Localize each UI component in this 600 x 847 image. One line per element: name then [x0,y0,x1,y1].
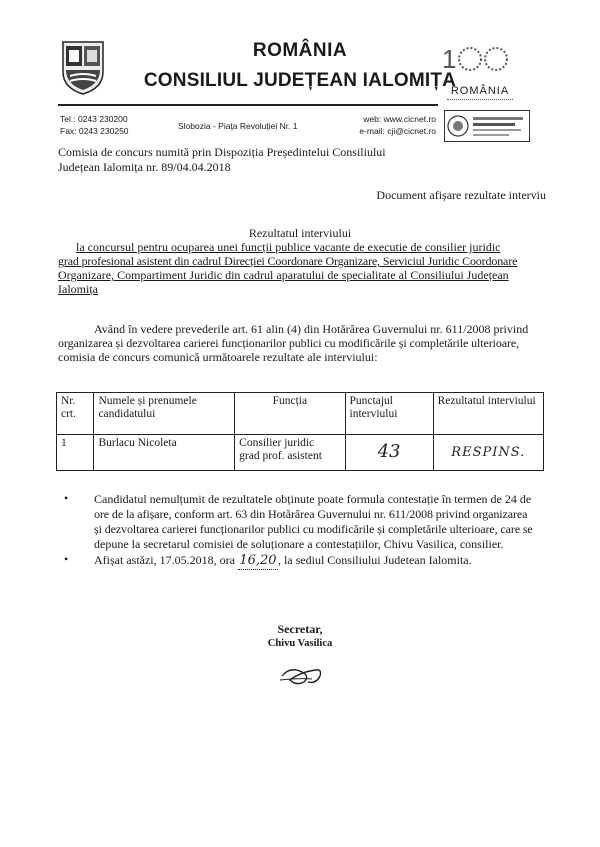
heading-line-2: grad profesional asistent din cadrul Direcției Coordonare Organizare, Serviciul Juridic Coordonare [58,254,518,268]
header-tel: Tel.: 0243 230200 [60,114,128,124]
centenary-brand: ROMÂNIA [450,85,510,97]
header-email: e-mail: cji@cicnet.ro [359,126,436,136]
row-function-line-1: Consilier juridic [239,437,315,449]
centenary-logo [440,38,520,100]
header-result: Rezultatul interviului [433,393,543,435]
header-country: ROMÂNIA [252,40,348,61]
bullet-1-line-3: și dezvoltarea carierei funcționarilor publici cu modificările și completările ulterioare, care se [94,522,533,536]
row-score [345,435,433,471]
svg-text:1: 1 [442,44,457,74]
centenary-tagline-graphic [447,99,513,103]
header-score: Punctajul interviului [345,393,433,435]
results-title: Rezultatul interviului [248,226,352,240]
bullet-1-line-1: Candidatul nemulțumit de rezultatele obținute poate formula contestație în termen de 24 de [94,492,532,506]
document-type: Document afișare rezultate interviu [376,188,546,202]
results-table [56,392,544,471]
header-nr: Nr. crt. [57,393,94,435]
handwritten-time: 16,20 [239,553,277,568]
signature-role: Secretar, [277,622,323,636]
header-web: web: www.cicnet.ro [363,114,436,124]
header-council-name: CONSILIUL JUDEȚEAN IALOMIȚA [143,70,457,91]
row-name: Burlacu Nicoleta [94,435,235,471]
handwritten-result: RESPINS. [451,444,526,460]
intro-line-1: Având în vedere prevederile art. 61 alin (4) din Hotărârea Guvernului nr. 611/2008 privind [94,322,529,336]
intro-line-2: organizarea și dezvoltarea carierei funcționarilor publici cu modificările și completările ulterioare, [58,336,520,350]
handwritten-score: 43 [377,440,401,462]
table-row [57,435,544,471]
bullet-dot-1: • [64,491,69,505]
row-function [235,435,345,471]
header-divider [58,104,438,106]
commission-line-2: Județean Ialomița nr. 89/04.04.2018 [58,160,231,174]
heading-line-4: Ialomița [58,282,98,296]
signature-name: Chivu Vasilica [267,638,333,649]
heading-line-1: la concursul pentru ocuparea unei funcții publice vacante de executie de consilier juridic [76,240,501,254]
bullet-1-line-4: depune la secretarul comisiei de soluționare a contestațiilor, Chivu Vasilica, consilier. [94,537,504,551]
posted-date-text: Afișat astăzi, 17.05.2018, ora [94,553,235,567]
posted-location-text: , la sediul Consiliului Judetean Ialomita. [277,553,472,567]
commission-line-1: Comisia de concurs numită prin Dispoziția Președintelui Consiliului [58,145,386,159]
row-function-line-2: grad prof. asistent [239,450,322,462]
certification-badge-icon [444,110,530,142]
table-header-row [57,393,544,435]
row-result [433,435,543,471]
header-name: Numele și prenumele candidatului [94,393,235,435]
heading-line-3: Organizare, Compartiment Juridic din cadrul aparatului de specialitate al Consiliului Județean [58,268,509,282]
row-nr: 1 [57,435,94,471]
header-fax: Fax: 0243 230250 [60,126,129,136]
header-address: Slobozia - Piața Revoluției Nr. 1 [178,121,298,131]
bullet-1-line-2: ore de la afișare, conform art. 63 din Hotărârea Guvernului nr. 611/2008 privind organizarea [94,507,528,521]
intro-line-3: comisia de concurs comunică următoarele rezultate ale interviului: [58,350,378,364]
handwritten-signature [276,660,332,690]
bullet-2-line [94,553,472,570]
bullet-dot-2: • [64,552,69,566]
header-function: Funcția [235,393,345,435]
